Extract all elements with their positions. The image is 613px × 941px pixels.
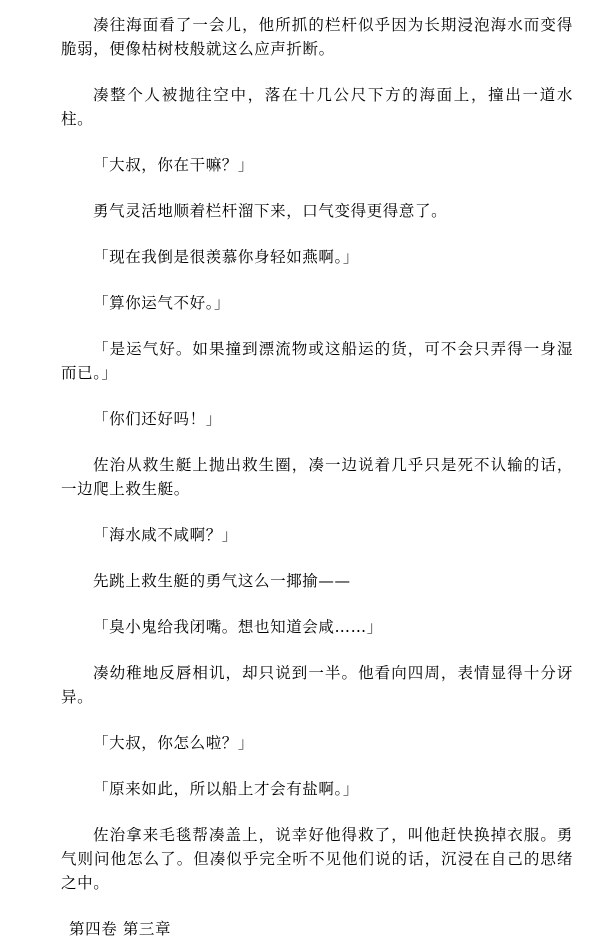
paragraph-5: 「现在我倒是很羡慕你身轻如燕啊。」	[93, 248, 359, 266]
paragraph-4: 勇气灵活地顺着栏杆溜下来，口气变得更得意了。	[93, 202, 448, 220]
paragraph-16: 佐治拿来毛毯帮凑盖上，说幸好他得救了，叫他赶快换掉衣服。勇气则问他怎么了。但凑似乎完全听不见他们说的话，沉浸在自己的思绪之中。	[61, 826, 573, 892]
chapter-heading: 第四卷 第三章	[69, 920, 172, 938]
paragraph-7: 「是运气好。如果撞到漂流物或这船运的货，可不会只弄得一身湿而已。」	[61, 340, 573, 382]
paragraph-3: 「大叔，你在干嘛？」	[93, 156, 255, 174]
paragraph-13: 凑幼稚地反唇相讥，却只说到一半。他看向四周，表情显得十分讶异。	[61, 664, 573, 706]
paragraph-12: 「臭小鬼给我闭嘴。想也知道会咸……」	[93, 618, 383, 636]
paragraph-6: 「算你运气不好。」	[93, 294, 231, 312]
paragraph-9: 佐治从救生艇上抛出救生圈，凑一边说着几乎只是死不认输的话，一边爬上救生艇。	[61, 456, 573, 498]
paragraph-1: 凑往海面看了一会儿，他所抓的栏杆似乎因为长期浸泡海水而变得脆弱，便像枯树枝般就这么应声折断。	[61, 16, 573, 58]
paragraph-11: 先跳上救生艇的勇气这么一揶揄——	[93, 572, 351, 590]
paragraph-14: 「大叔，你怎么啦？」	[93, 734, 255, 752]
paragraph-10: 「海水咸不咸啊？」	[93, 526, 238, 544]
paragraph-2: 凑整个人被抛往空中，落在十几公尺下方的海面上，撞出一道水柱。	[61, 86, 573, 128]
paragraph-15: 「原来如此，所以船上才会有盐啊。」	[93, 780, 359, 798]
paragraph-8: 「你们还好吗！」	[93, 410, 222, 428]
